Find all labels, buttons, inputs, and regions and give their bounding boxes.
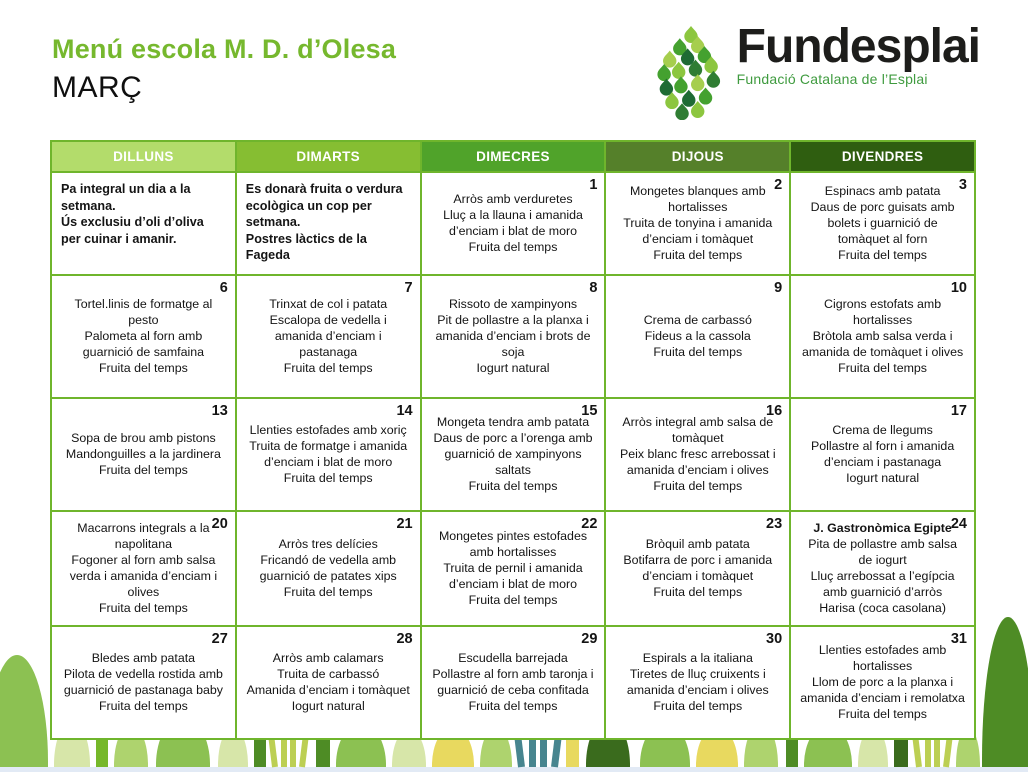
column-header-dimarts: DIMARTS — [237, 142, 420, 171]
day-cell-15 — [422, 399, 605, 510]
menu-line: Lluç a la llauna i amanida d’enciam i blat de moro — [443, 208, 583, 238]
menu-line: Daus de porc a l’orenga amb guarnició de xampinyons saltats — [433, 431, 593, 477]
menu-line: Crema de llegums — [832, 423, 933, 438]
day-cell-10 — [791, 276, 974, 397]
menu-line: Fruita del temps — [468, 698, 558, 713]
day-number: 22 — [581, 516, 598, 532]
day-number: 1 — [589, 177, 598, 193]
menu-line: Arròs amb calamars — [272, 651, 384, 666]
note-cell — [52, 173, 235, 274]
day-cell-30 — [606, 627, 789, 738]
day-cell-24 — [791, 512, 974, 625]
column-header-dimecres: DIMECRES — [422, 142, 605, 171]
menu-line: Botifarra de porc i amanida d’enciam i tomàquet — [623, 553, 773, 583]
menu-line: Tiretes de lluç cruixents i amanida d’enciam i olives — [626, 667, 769, 697]
day-number: 29 — [581, 631, 598, 647]
day-number: 3 — [958, 177, 967, 193]
menu-line: Rissoto de xampinyons — [448, 297, 578, 312]
day-cell-28 — [237, 627, 420, 738]
note-line: Es donarà fruita o verdura ecològica un cop per setmana. — [245, 182, 403, 230]
menu-line: Llom de porc a la planxa i amanida d’enciam i remolatxa — [800, 675, 965, 705]
note-line: Pa integral un dia a la setmana. — [61, 182, 191, 213]
day-number: 21 — [396, 516, 413, 532]
menu-line: Mandonguilles a la jardinera — [65, 447, 221, 462]
day-number: 28 — [396, 631, 413, 647]
day-number: 6 — [219, 280, 228, 296]
menu-line: Bledes amb patata — [91, 651, 196, 666]
day-number: 13 — [211, 403, 228, 419]
menu-line: Fruita del temps — [653, 247, 743, 262]
day-number: 20 — [211, 516, 228, 532]
menu-line: Pollastre al forn amb taronja i guarnició de ceba confitada — [432, 667, 594, 697]
menu-line: Mongetes blanques amb hortalisses — [629, 184, 766, 215]
menu-line: Fruita del temps — [468, 592, 558, 607]
fundesplai-logo — [651, 20, 980, 120]
menu-line: Bròquil amb patata — [645, 537, 750, 552]
column-header-divendres: DIVENDRES — [791, 142, 974, 171]
day-cell-7 — [237, 276, 420, 397]
menu-line: Espirals a la italiana — [642, 651, 753, 666]
page-title: Menú escola M. D. d’Olesa — [52, 34, 397, 64]
brand-tagline: Fundació Catalana de l’Esplai — [736, 70, 928, 87]
menu-line: Peix blanc fresc arrebossat i amanida d’enciam i olives — [619, 447, 776, 477]
day-cell-31 — [791, 627, 974, 738]
menu-line: Amanida d’enciam i tomàquet — [246, 683, 410, 697]
day-cell-21 — [237, 512, 420, 625]
day-number: 30 — [766, 631, 783, 647]
day-cell-17 — [791, 399, 974, 510]
day-cell-8 — [422, 276, 605, 397]
menu-line: Truita de formatge i amanida d’enciam i blat de moro — [249, 439, 408, 469]
day-number: 2 — [774, 177, 783, 193]
day-cell-22 — [422, 512, 605, 625]
day-number: 27 — [211, 631, 228, 647]
menu-line: Iogurt natural — [846, 470, 920, 485]
day-number: 31 — [950, 631, 967, 647]
menu-line: Fruita del temps — [98, 600, 188, 615]
logo-text — [736, 20, 980, 87]
cell-heading: J. Gastronòmica Egipte — [813, 521, 952, 536]
menu-line: Fruita del temps — [98, 462, 188, 477]
menu-line: Iogurt natural — [476, 360, 550, 375]
menu-line: Pollastre al forn i amanida d’enciam i pastanaga — [810, 439, 955, 469]
menu-line: Pit de pollastre a la planxa i amanida d’enciam i brots de soja — [435, 313, 591, 359]
day-number: 15 — [581, 403, 598, 419]
menu-line: Macarrons integrals a la napolitana — [77, 521, 210, 552]
menu-line: Truita de tonyina i amanida d’enciam i tomàquet — [623, 216, 773, 246]
month-label: MARÇ — [52, 71, 143, 104]
day-number: 8 — [589, 280, 598, 296]
menu-line: Fruita del temps — [653, 344, 743, 359]
day-number: 24 — [950, 516, 967, 532]
menu-line: Daus de porc guisats amb bolets i guarnició de tomàquet al forn — [810, 200, 955, 246]
leaf-tree-icon — [651, 26, 731, 120]
menu-line: Mongeta tendra amb patata — [436, 415, 590, 430]
menu-line: Pita de pollastre amb salsa de iogurt — [808, 537, 957, 568]
menu-line: Fruita del temps — [283, 584, 373, 599]
menu-line: Fruita del temps — [468, 478, 558, 493]
menu-line: Tortel.linis de formatge al pesto — [74, 297, 213, 328]
day-cell-2 — [606, 173, 789, 274]
menu-line: Fruita del temps — [468, 239, 558, 254]
day-cell-13 — [52, 399, 235, 510]
slide-edge — [0, 767, 1028, 772]
day-cell-27 — [52, 627, 235, 738]
menu-line: Fruita del temps — [838, 360, 928, 375]
day-cell-6 — [52, 276, 235, 397]
menu-line: Escudella barrejada — [458, 651, 568, 666]
menu-line: Fruita del temps — [653, 698, 743, 713]
day-number: 7 — [404, 280, 413, 296]
menu-line: Fideus a la cassola — [644, 329, 751, 344]
menu-line: Arròs amb verduretes — [453, 192, 573, 207]
menu-line: Llenties estofades amb hortalisses — [818, 643, 947, 674]
menu-line: Crema de carbassó — [643, 313, 752, 328]
day-cell-29 — [422, 627, 605, 738]
menu-line: Trinxat de col i patata — [269, 297, 388, 312]
menu-line: Fruita del temps — [283, 360, 373, 375]
menu-line: Fruita del temps — [653, 478, 743, 493]
menu-line: Fricandó de vedella amb guarnició de patates xips — [259, 553, 397, 583]
decor-leaf — [982, 617, 1028, 767]
column-header-dilluns: DILLUNS — [52, 142, 235, 171]
decor-spoon — [0, 655, 48, 767]
note-line: Postres làctics de la Fageda — [245, 231, 367, 263]
menu-line: Truita de pernil i amanida d’enciam i blat de moro — [443, 561, 583, 591]
day-cell-9 — [606, 276, 789, 397]
menu-line: Fruita del temps — [653, 584, 743, 599]
menu-line: Fruita del temps — [98, 698, 188, 713]
menu-line: Fruita del temps — [283, 470, 373, 485]
menu-line: Bròtola amb salsa verda i amanida de tomàquet i olives — [802, 329, 964, 359]
menu-line: Escalopa de vedella i amanida d’enciam i pastanaga — [269, 313, 387, 359]
menu-line: Harisa (coca casolana) — [819, 600, 946, 615]
menu-line: Llenties estofades amb xoriç — [249, 423, 407, 438]
menu-line: Fruita del temps — [838, 706, 928, 721]
menu-line: Iogurt natural — [291, 698, 365, 713]
note-cell — [237, 173, 420, 274]
menu-line: Lluç arrebossat a l’egípcia amb guarnició d’arròs — [810, 569, 955, 599]
title-block — [52, 34, 396, 105]
day-number: 16 — [766, 403, 783, 419]
day-cell-1 — [422, 173, 605, 274]
menu-table — [50, 140, 976, 740]
menu-line: Fruita del temps — [838, 247, 928, 262]
column-header-dijous: DIJOUS — [606, 142, 789, 171]
day-number: 17 — [950, 403, 967, 419]
menu-line: Cigrons estofats amb hortalisses — [824, 297, 942, 328]
menu-line: Palometa al forn amb guarnició de samfaina — [82, 329, 205, 359]
menu-line: Mongetes pintes estofades amb hortalisses — [438, 529, 588, 560]
day-cell-14 — [237, 399, 420, 510]
menu-line: Pilota de vedella rostida amb guarnició de pastanaga baby — [63, 667, 223, 697]
day-cell-16 — [606, 399, 789, 510]
day-number: 23 — [766, 516, 783, 532]
menu-line: Arròs tres delícies — [278, 537, 378, 552]
day-cell-20 — [52, 512, 235, 625]
note-line: Ús exclusiu d’oli d’oliva per cuinar i amanir. — [61, 215, 204, 246]
day-cell-3 — [791, 173, 974, 274]
menu-line: Truita de carbassó — [277, 667, 380, 682]
menu-line: Espinacs amb patata — [824, 184, 941, 199]
day-number: 9 — [774, 280, 783, 296]
day-number: 14 — [396, 403, 413, 419]
day-cell-23 — [606, 512, 789, 625]
menu-line: Sopa de brou amb pistons — [71, 431, 216, 446]
menu-line: Fruita del temps — [98, 360, 188, 375]
menu-line: Fogoner al forn amb salsa verda i amanida d’enciam i olives — [69, 553, 218, 599]
brand-name: Fundesplai — [736, 20, 980, 73]
day-number: 10 — [950, 280, 967, 296]
menu-line: Arròs integral amb salsa de tomàquet — [622, 415, 774, 446]
